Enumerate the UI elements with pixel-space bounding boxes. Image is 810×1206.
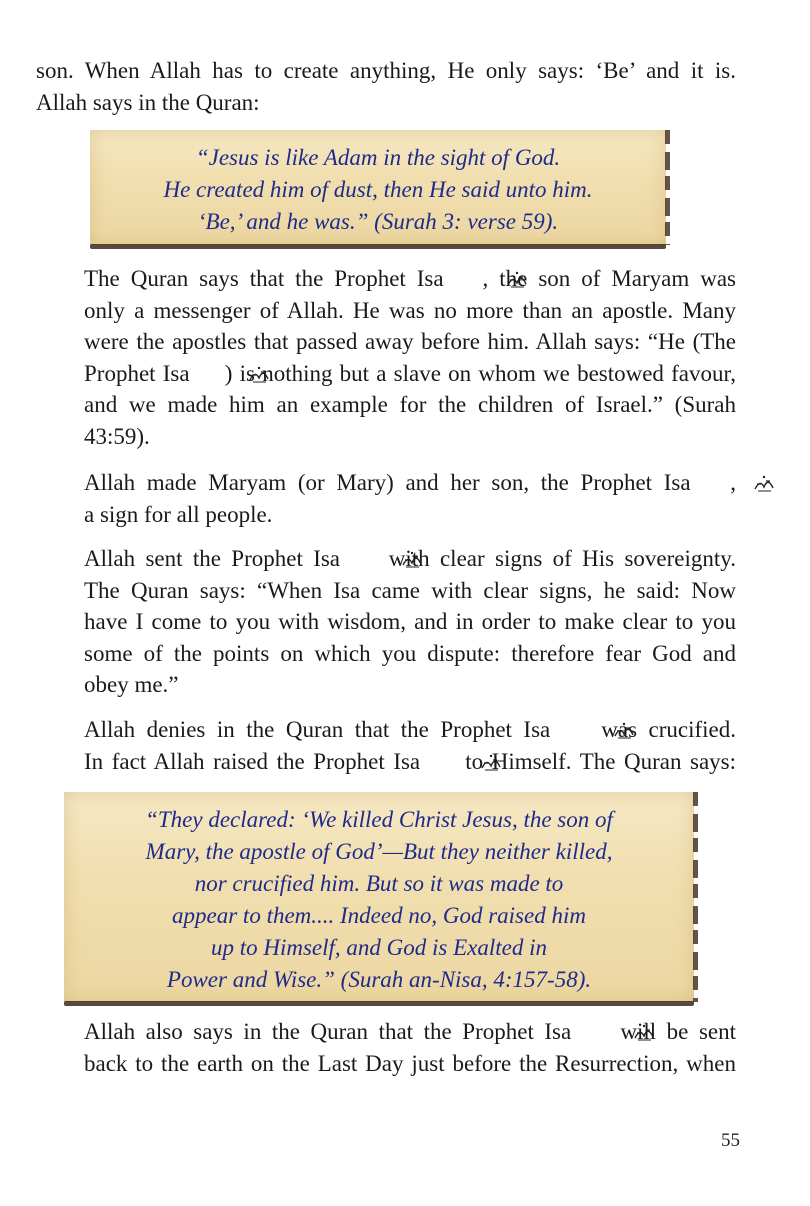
text-line (36, 746, 736, 778)
quote-line: “They declared: ‘We killed Christ Jesus, the son of (145, 807, 613, 832)
text-segment: Allah sent the Prophet Isa (84, 546, 341, 571)
text-line: obey me.” (84, 672, 179, 697)
text-segment: Allah denies in the Quran that the Prophet Isa (84, 717, 551, 742)
text-line: The Quran says: “When Isa came with clear signs, he said: Now (84, 577, 736, 603)
quote-line: appear to them.... Indeed no, God raised him (172, 903, 586, 928)
text-line: Allah says in the Quran: (36, 89, 260, 115)
paragraph-sign (36, 467, 736, 530)
text-segment: The Quran says that the Prophet Isa (84, 266, 444, 291)
page-number: 55 (721, 1130, 740, 1151)
text-segment: Allah also says in the Quran that the Prophet Isa (84, 1019, 572, 1044)
text-segment: with clear signs of His sovereignty. (388, 546, 737, 571)
text-segment: , the son of Maryam was (482, 266, 736, 291)
quote-line: “Jesus is like Adam in the sight of God. (195, 145, 561, 170)
text-line: 43:59). (84, 423, 150, 449)
text-line: some of the points on which you dispute: therefore fear God and (84, 640, 736, 666)
text-line: back to the earth on the Last Day just before the Resurrection, when (84, 1050, 736, 1076)
quote-text (64, 804, 694, 996)
text-line: son. When Allah has to create anything, He only says: ‘Be’ and it is. (36, 58, 736, 83)
text-line (36, 263, 736, 295)
alayhis-salam-icon (431, 749, 455, 769)
quote-box-surah-an-nisa (64, 792, 694, 1002)
quote-box-surah-3 (90, 130, 666, 245)
quote-line: Mary, the apostle of God’—But they neither killed, (145, 839, 613, 864)
paragraph-crucified (36, 714, 736, 777)
alayhis-salam-icon (584, 1019, 608, 1039)
alayhis-salam-icon (564, 717, 588, 737)
quote-line: nor crucified him. But so it was made to (194, 871, 564, 896)
paragraph-messenger (36, 263, 736, 452)
text-segment: to Himself. The Quran says: (465, 748, 737, 774)
paragraph-clear-signs (36, 543, 736, 701)
quote-line: Power and Wise.” (Surah an-Nisa, 4:157-58). (166, 967, 592, 992)
quote-line: ‘Be,’ and he was.” (Surah 3: verse 59). (197, 209, 559, 234)
text-segment: was crucified. (601, 717, 737, 742)
text-segment: will be sent (620, 1019, 736, 1044)
alayhis-salam-icon (199, 361, 223, 381)
text-line (36, 467, 736, 499)
text-line: were the apostles that passed away before him. Allah says: “He (The (84, 329, 736, 354)
paragraph-return (36, 1016, 736, 1079)
text-segment: ) is nothing but a slave on whom we bestowed favour, (224, 360, 736, 386)
text-line (36, 1016, 736, 1048)
text-line: and we made him an example for the children of Israel.” (Surah (84, 392, 736, 417)
text-line (36, 543, 736, 575)
text-line: only a messenger of Allah. He was no more than an apostle. Many (84, 297, 736, 323)
text-line (36, 358, 736, 390)
quote-text (90, 142, 666, 238)
text-segment: , (730, 470, 736, 495)
alayhis-salam-icon (352, 546, 376, 566)
alayhis-salam-icon (457, 266, 481, 286)
alayhis-salam-icon (704, 470, 728, 490)
paragraph-intro (36, 55, 736, 118)
text-segment: In fact Allah raised the Prophet Isa (84, 748, 421, 774)
text-line (36, 714, 736, 746)
text-segment: Allah made Maryam (or Mary) and her son, the Prophet Isa (84, 470, 691, 495)
quote-line: He created him of dust, then He said unto him. (163, 177, 593, 202)
text-segment: Prophet Isa (84, 360, 190, 386)
quote-line: up to Himself, and God is Exalted in (210, 935, 548, 960)
text-line: a sign for all people. (84, 501, 273, 527)
text-line: have I come to you with wisdom, and in order to make clear to you (84, 609, 736, 634)
